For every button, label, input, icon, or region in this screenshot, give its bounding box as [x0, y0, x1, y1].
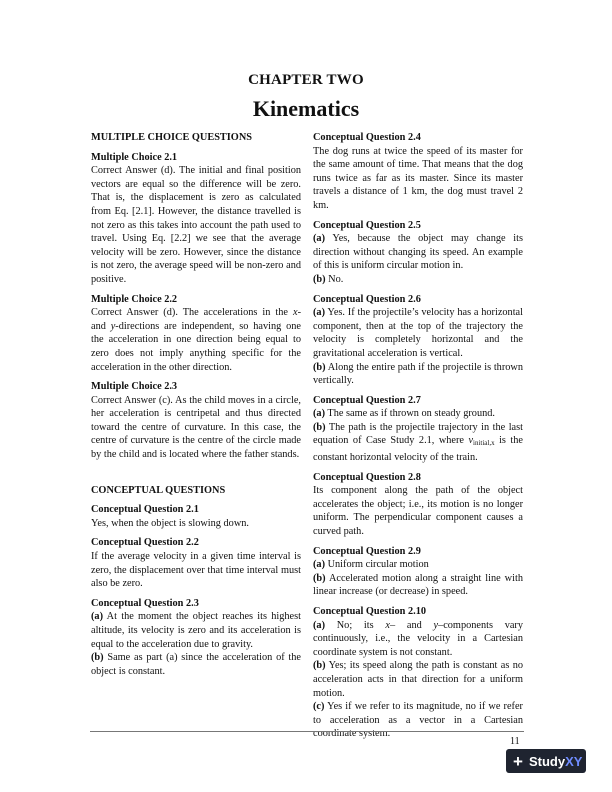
text-run: The path is the projectile trajectory in the last equation of Case Study 2.1, where: [313, 421, 523, 447]
text-run: No.: [325, 273, 344, 285]
part-label: (b): [91, 652, 104, 664]
footer-divider: [90, 731, 524, 732]
part-label: (b): [313, 572, 326, 584]
variable-symbol: y: [433, 619, 439, 631]
part-label: (a): [313, 307, 326, 319]
question-title: Conceptual Question 2.2: [91, 537, 199, 549]
part-label: (b): [313, 660, 326, 672]
question-body: Yes, when the object is slowing down.: [91, 517, 249, 529]
part-label: (c): [313, 701, 325, 713]
part-label: (b): [313, 273, 326, 285]
text-run: The same as if thrown on steady ground.: [325, 408, 495, 420]
text-run: -directions are independent, so having one the acceleration in one direction being equal to zero does not imply anything specific for the acceleration in the other direction.: [91, 320, 301, 373]
question-body: [313, 558, 523, 599]
page-number: 11: [510, 736, 520, 747]
text-run: Yes; its speed along the path is constant as no acceleration acts in that direction for a uniform motion.: [313, 660, 523, 699]
chapter-label: CHAPTER TWO: [248, 72, 364, 88]
brand-name-suffix: XY: [565, 753, 583, 769]
part-label: (b): [313, 361, 326, 373]
part-label: (a): [313, 559, 326, 571]
text-run: Yes if we refer to its magnitude, no if we refer to acceleration as a vector in a Cartesian coordinate system.: [313, 701, 523, 740]
part-label: (a): [313, 408, 326, 420]
section-heading-conceptual: CONCEPTUAL QUESTIONS: [91, 484, 226, 496]
question-title: Multiple Choice 2.3: [91, 381, 178, 393]
text-run: Yes. If the projectile’s velocity has a horizontal component, then at the top of the trajectory the velocity is completely horizontal and the gravitational acceleration is vertical.: [313, 307, 523, 359]
subscript: initial,x: [473, 439, 495, 448]
question-body: The dog runs at twice the speed of its master for the same amount of time. That means that the dog runs twice as far as its master. Since its master travels a distance of 1 km, the dog must travel 2 km.: [313, 145, 523, 211]
text-run: Along the entire path if the projectile is thrown vertically.: [313, 361, 523, 387]
question-body: If the average velocity in a given time interval is zero, the displacement over that time interval must also be zero.: [91, 551, 301, 590]
text-run: y: [110, 320, 116, 332]
question-title: Conceptual Question 2.4: [313, 132, 421, 143]
part-label: (a): [91, 611, 104, 623]
page-title: Kinematics: [252, 96, 360, 121]
right-column: [313, 131, 523, 747]
plus-icon: +: [513, 751, 523, 771]
variable-symbol: x: [385, 619, 390, 631]
question-body: Its component along the path of the object accelerates the object; i.e., its motion is no longer uniform. The perpendicular component causes a curved path.: [313, 485, 523, 538]
text-run: Accelerated motion along a straight line with linear increase (or decrease) in speed.: [313, 572, 523, 598]
question-title: Multiple Choice 2.2: [91, 293, 178, 305]
question-title: Conceptual Question 2.8: [313, 471, 421, 483]
question-title: Conceptual Question 2.1: [91, 504, 199, 516]
question-body: [313, 306, 523, 388]
question-title: Multiple Choice 2.1: [91, 151, 178, 163]
question-body: Correct Answer (d). The initial and final position vectors are equal so the difference will be zero. That is, the displacement is zero as calculated from Eq. [2.1]. However, the distance travelled is not zero as this takes into account the path used to travel. Using Eq. [2.2] we see that the average velocity will be zero. However, since the distance is not zero, the average speed will be non-zero and positive.: [91, 165, 301, 285]
text-run: Uniform circular motion: [325, 559, 429, 571]
left-column: [91, 131, 301, 684]
question-body: Correct Answer (c). As the child moves in a circle, her acceleration is centripetal and thus directed toward the centre of curvature. In this case, the centre of curvature is the centre of the circle made by the child and is located where the father stands.: [91, 394, 301, 461]
text-run: Correct Answer (d). The accelerations in the: [91, 307, 293, 319]
variable-symbol: v: [468, 435, 474, 447]
text-run: - and: [91, 307, 301, 332]
text-run: Same as part (a) since the acceleration of the object is constant.: [91, 652, 301, 677]
question-title: Conceptual Question 2.3: [91, 597, 199, 609]
text-run: x: [292, 307, 298, 319]
question-body: [91, 610, 301, 678]
brand-name: Study: [528, 753, 566, 769]
part-label: (b): [313, 421, 326, 433]
studyxy-logo-badge[interactable]: [506, 749, 586, 773]
section-heading-multiple-choice: MULTIPLE CHOICE QUESTIONS: [91, 132, 252, 143]
text-run: –components vary continuously, i.e., the velocity in a Cartesian coordinate system is not constant.: [313, 619, 524, 658]
question-title: Conceptual Question 2.9: [313, 545, 421, 557]
part-label: (a): [313, 233, 326, 245]
question-body: [313, 619, 523, 741]
question-body: [313, 407, 523, 464]
question-title: Conceptual Question 2.5: [313, 219, 421, 231]
question-body: [313, 232, 523, 286]
question-title: Conceptual Question 2.6: [313, 293, 421, 305]
question-body: [91, 306, 301, 374]
question-title: Conceptual Question 2.7: [313, 394, 421, 406]
text-run: is the constant horizontal velocity of the train.: [313, 435, 523, 464]
text-run: At the moment the object reaches its highest altitude, its velocity is zero and its acceleration is equal to the acceleration due to gravity.: [91, 611, 301, 650]
part-label: (a): [313, 619, 326, 631]
text-run: – and: [389, 619, 434, 631]
question-title: Conceptual Question 2.10: [313, 606, 426, 617]
text-run: No; its: [325, 619, 386, 631]
text-run: Yes, because the object may change its direction without changing its speed. An example of this is uniform circular motion in.: [313, 233, 523, 272]
